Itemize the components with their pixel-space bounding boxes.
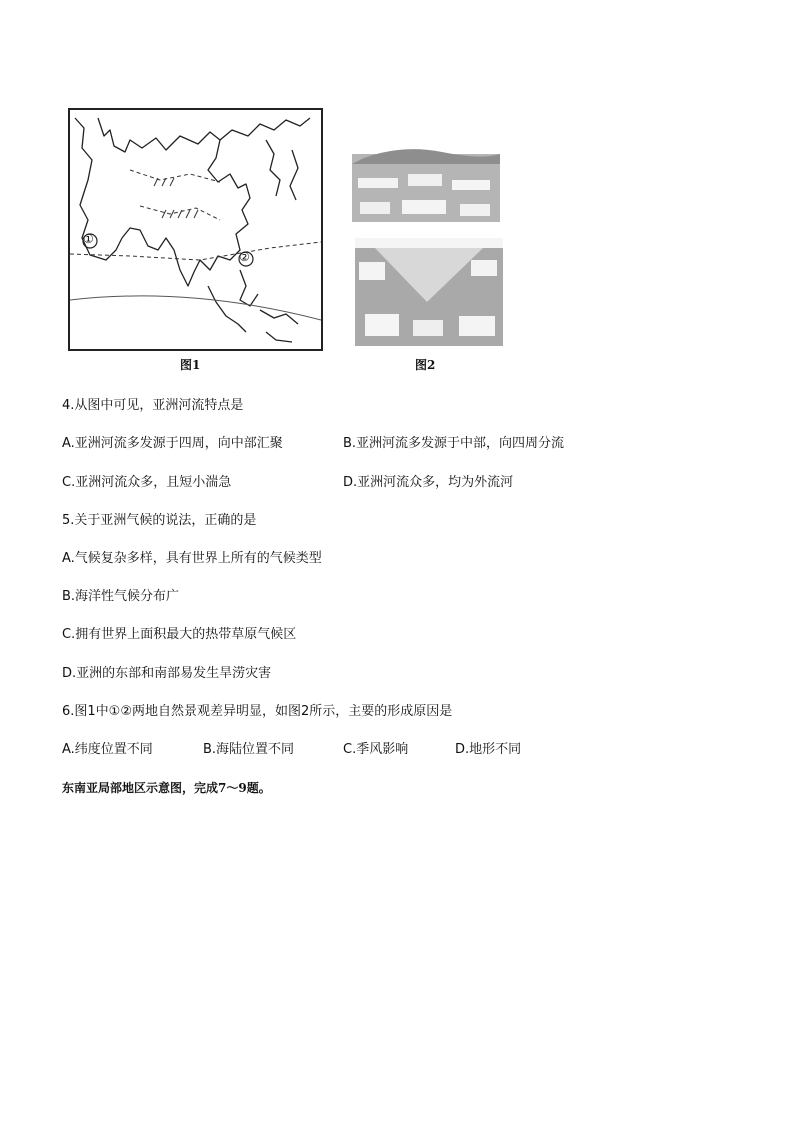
question-5-stem: 5.关于亚洲气候的说法，正确的是 bbox=[62, 513, 257, 528]
question-5-option-c: C.拥有世界上面积最大的热带草原气候区 bbox=[62, 627, 297, 642]
question-6-option-a: A.纬度位置不同 bbox=[62, 742, 153, 757]
question-5-option-a: A.气候复杂多样，具有世界上所有的气候类型 bbox=[62, 551, 322, 566]
map-marker-2: ② bbox=[239, 250, 250, 264]
map-marker-1: ① bbox=[83, 232, 94, 246]
next-section-note: 东南亚局部地区示意图，完成7～9题。 bbox=[62, 781, 271, 795]
question-6-option-c: C.季风影响 bbox=[343, 742, 409, 757]
asia-map bbox=[68, 108, 323, 351]
asia-map-drawing bbox=[70, 110, 321, 349]
question-5-option-b: B.海洋性气候分布广 bbox=[62, 589, 180, 604]
question-4-option-d: D.亚洲河流众多，均为外流河 bbox=[343, 475, 514, 490]
question-6-option-d: D.地形不同 bbox=[455, 742, 522, 757]
question-4-option-c: C.亚洲河流众多，且短小湍急 bbox=[62, 475, 232, 490]
question-5-option-d: D.亚洲的东部和南部易发生旱涝灾害 bbox=[62, 666, 272, 681]
figure-2-caption: 图2 bbox=[415, 358, 436, 372]
question-4-option-b: B.亚洲河流多发源于中部，向四周分流 bbox=[343, 436, 565, 451]
question-6-stem: 6.图1中①②两地自然景观差异明显，如图2所示，主要的形成原因是 bbox=[62, 704, 453, 719]
question-6-option-b: B.海陆位置不同 bbox=[203, 742, 295, 757]
landscape-photo-bottom bbox=[355, 238, 503, 346]
figure-1-caption: 图1 bbox=[180, 358, 201, 372]
landscape-photo-top bbox=[352, 138, 500, 222]
question-4-option-a: A.亚洲河流多发源于四周，向中部汇聚 bbox=[62, 436, 283, 451]
question-4-stem: 4.从图中可见，亚洲河流特点是 bbox=[62, 398, 244, 413]
